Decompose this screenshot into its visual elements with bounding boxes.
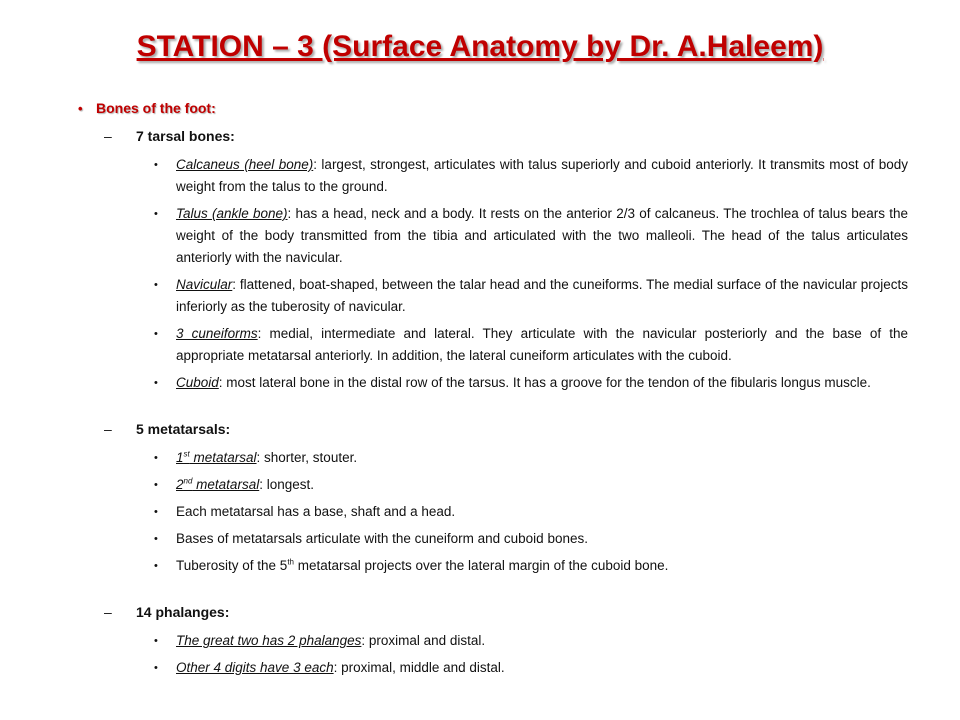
tarsal-list: [154, 154, 908, 394]
list-item: [154, 501, 908, 523]
item-term: Talus (ankle bone): [176, 206, 288, 221]
section-tarsal-label: [104, 128, 908, 148]
item-term: Other 4 digits have 3 each: [176, 660, 334, 675]
bullet-dot: •: [154, 560, 158, 572]
term-text: metatarsal: [189, 450, 257, 465]
section-label-text: 14 phalanges:: [136, 604, 230, 620]
item-term: Cuboid: [176, 375, 219, 390]
list-item: [154, 657, 908, 679]
heading-text: Bones of the foot:: [96, 100, 216, 116]
list-item: [154, 154, 908, 198]
item-text: : most lateral bone in the distal row of the tarsus. It has a groove for the tendon of the fibularis longus muscle.: [218, 375, 871, 390]
bullet-dot: •: [154, 452, 158, 464]
metatarsal-list: [154, 447, 908, 577]
bullet-dot: •: [154, 377, 158, 389]
bullet-dot: •: [154, 635, 158, 647]
item-text: : longest.: [259, 477, 314, 492]
bullet-dot: •: [154, 159, 158, 171]
section-tarsal: [104, 128, 908, 679]
item-text: : proximal, middle and distal.: [333, 660, 505, 675]
ordinal-suffix: th: [287, 557, 294, 567]
list-item: [154, 323, 908, 367]
heading-bones-of-foot: [78, 100, 908, 122]
bullet-dot: •: [154, 506, 158, 518]
bullet-dot: •: [154, 208, 158, 220]
item-text: : proximal and distal.: [361, 633, 486, 648]
slide-title: STATION – 3 (Surface Anatomy by Dr. A.Haleem): [136, 30, 824, 63]
item-text: Tuberosity of the 5: [176, 558, 288, 573]
section-metatarsal-label: [104, 421, 908, 441]
dash-bullet: –: [104, 421, 112, 437]
ordinal-suffix: nd: [183, 476, 193, 486]
dash-bullet: –: [104, 604, 112, 620]
bullet-dot: •: [154, 279, 158, 291]
item-text: : largest, strongest, articulates with talus superiorly and cuboid anteriorly. It transmits most of body weight from the talus to the ground.: [176, 157, 908, 194]
item-text: : has a head, neck and a body. It rests on the anterior 2/3 of calcaneus. The trochlea of talus bears the weight of the body transmitted from the tibia and articulated with the two malleoli. The head of the talus articulates anteriorly with the navicular.: [176, 206, 908, 265]
list-item: [154, 203, 908, 269]
bullet-dot: •: [154, 533, 158, 545]
dash-bullet: –: [104, 128, 112, 144]
item-text: : shorter, stouter.: [256, 450, 358, 465]
section-phalanges-label: [104, 604, 908, 624]
ordinal-number: 2: [176, 477, 184, 492]
list-item: [154, 555, 908, 577]
item-text: Bases of metatarsals articulate with the cuneiform and cuboid bones.: [176, 531, 588, 546]
item-term: [176, 477, 259, 492]
item-term: 3 cuneiforms: [176, 326, 258, 341]
list-item: [154, 474, 908, 496]
phalanges-list: [154, 630, 908, 679]
item-term: [176, 450, 257, 465]
item-term: Navicular: [176, 277, 233, 292]
item-text: : flattened, boat-shaped, between the talar head and the cuneiforms. The medial surface of the navicular projects inferiorly as the tuberosity of navicular.: [176, 277, 908, 314]
list-item: [154, 630, 908, 652]
bullet-dot: •: [154, 479, 158, 491]
section-label-text: 7 tarsal bones:: [136, 128, 235, 144]
list-item: [154, 528, 908, 550]
item-text: metatarsal projects over the lateral margin of the cuboid bone.: [293, 558, 669, 573]
list-item: [154, 447, 908, 469]
bullet-dot: •: [154, 328, 158, 340]
list-item: [154, 372, 908, 394]
slide-content: [78, 100, 908, 684]
bullet-level1: •: [78, 101, 83, 116]
ordinal-number: 1: [176, 450, 184, 465]
item-text: Each metatarsal has a base, shaft and a head.: [176, 504, 456, 519]
item-term: Calcaneus (heel bone): [176, 157, 314, 172]
list-item: [154, 274, 908, 318]
term-text: metatarsal: [192, 477, 260, 492]
item-term: The great two has 2 phalanges: [176, 633, 362, 648]
ordinal-suffix: st: [183, 449, 190, 459]
section-label-text: 5 metatarsals:: [136, 421, 231, 437]
item-text: : medial, intermediate and lateral. They articulate with the navicular posteriorly and the base of the appropriate metatarsal anteriorly. In addition, the lateral cuneiform articulates with the cuboid.: [176, 326, 908, 363]
bullet-dot: •: [154, 662, 158, 674]
